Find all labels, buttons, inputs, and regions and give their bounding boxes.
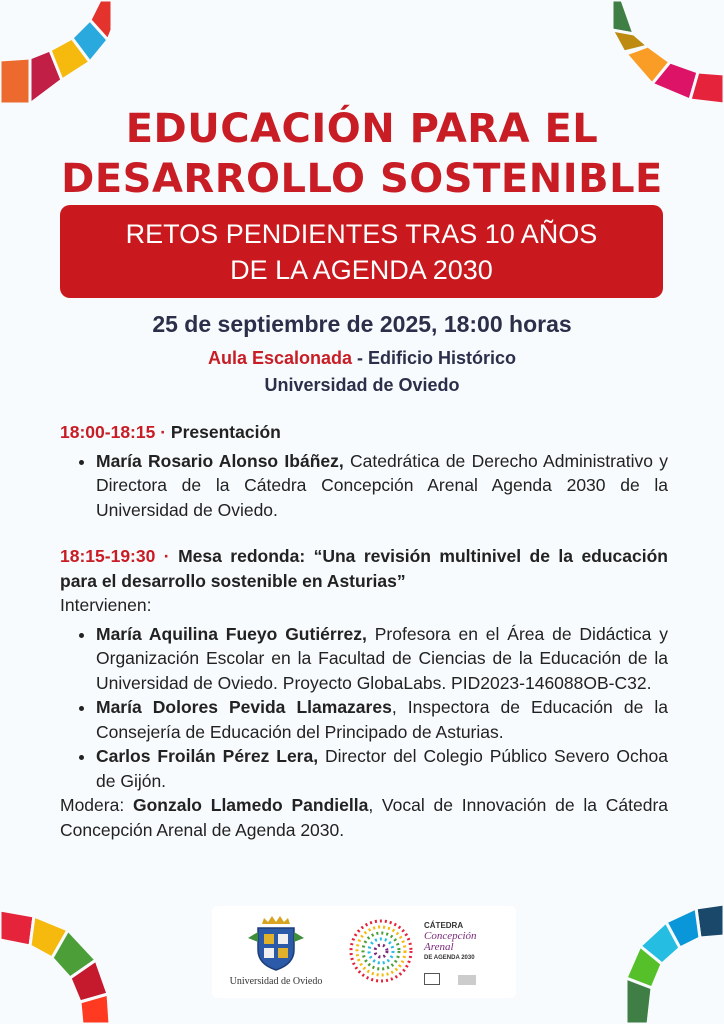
university-crest-icon: [244, 914, 308, 972]
venue-separator: -: [352, 348, 369, 368]
session-2-heading: [60, 544, 668, 593]
logos-strip: [212, 906, 516, 998]
event-date: 25 de septiembre de 2025, 18:00 horas: [152, 311, 572, 337]
sdg-wheel-icon: [0, 0, 112, 104]
subtitle-banner: [60, 205, 663, 298]
speaker-name: Carlos Froilán Pérez Lera,: [96, 746, 319, 766]
uniovi-caption: Universidad de Oviedo: [229, 976, 323, 987]
speaker-name: María Dolores Pevida Llamazares: [96, 697, 392, 717]
catedra-wordmark: [424, 920, 477, 964]
venue-building: Edificio Histórico: [368, 348, 517, 368]
speaker-role: Director del Colegio Público Severo Ochoa de Gijón.: [96, 746, 668, 791]
banner-line-1: RETOS PENDIENTES TRAS 10 AÑOS: [125, 218, 598, 249]
sdg-wheel-icon: [626, 904, 724, 1024]
list-item: [96, 695, 668, 744]
session-2-time: 18:15-19:30: [60, 546, 156, 566]
session-2-title: Mesa redonda: “Una revisión multinivel de la educación para el desarrollo sostenible en Asturias”: [60, 546, 668, 591]
speaker-role: Profesora en el Área de Didáctica y Organización Escolar en la Facultad de Ciencias de la Educación de la Universidad de Oviedo. Proyecto GlobaLabs. PID2023-146088OB-C32.: [96, 623, 668, 693]
session-1-title: Presentación: [170, 422, 281, 442]
speaker-name: María Rosario Alonso Ibáñez,: [96, 450, 344, 471]
catedra-line-1: CÁTEDRA: [424, 921, 464, 930]
catedra-line-3: Arenal: [424, 941, 454, 953]
venue-room: Aula Escalonada: [207, 348, 353, 368]
small-logos: [424, 972, 476, 990]
banner-line-2: DE LA AGENDA 2030: [230, 254, 493, 285]
title-line-1: EDUCACIÓN PARA EL: [125, 106, 599, 152]
session-1-time: 18:00-18:15: [60, 422, 156, 442]
session-2-speakers: [60, 622, 668, 794]
title-line-2: DESARROLLO SOSTENIBLE: [61, 156, 663, 202]
list-item: [96, 622, 668, 696]
list-item: [96, 744, 668, 793]
sdg-wheel-icon: [612, 0, 724, 104]
page-title: [0, 104, 724, 204]
moderator-label: Modera:: [60, 795, 133, 815]
agenda: [60, 420, 668, 842]
speaker-role: , Inspectora de Educación de la Consejería de Educación del Principado de Asturias.: [96, 697, 668, 742]
moderator-name: Gonzalo Llamedo Pandiella: [132, 795, 369, 815]
session-1-heading: [60, 420, 668, 445]
event-venue: [0, 345, 724, 399]
venue-university: Universidad de Oviedo: [264, 375, 460, 395]
moderator-role: , Vocal de Innovación de la Cátedra Concepción Arenal de Agenda 2030.: [60, 795, 668, 840]
session-1-dot: ·: [155, 422, 171, 442]
speaker-role: Catedrática de Derecho Administrativo y Directora de la Cátedra Concepción Arenal Agenda 2030 de la Universidad de Oviedo.: [96, 450, 668, 520]
session-1-speakers: [60, 449, 668, 523]
session-2-dot: ·: [155, 546, 179, 566]
catedra-line-2: Concepción: [424, 930, 477, 942]
speaker-name: María Aquilina Fueyo Gutiérrez,: [96, 623, 367, 644]
session-2-intro: Intervienen:: [60, 595, 152, 615]
list-item: [96, 449, 668, 523]
moderator: [60, 793, 668, 842]
catedra-line-4: DE AGENDA 2030: [424, 955, 475, 961]
catedra-dots-icon: [348, 918, 414, 984]
sdg-wheel-icon: [0, 910, 110, 1024]
